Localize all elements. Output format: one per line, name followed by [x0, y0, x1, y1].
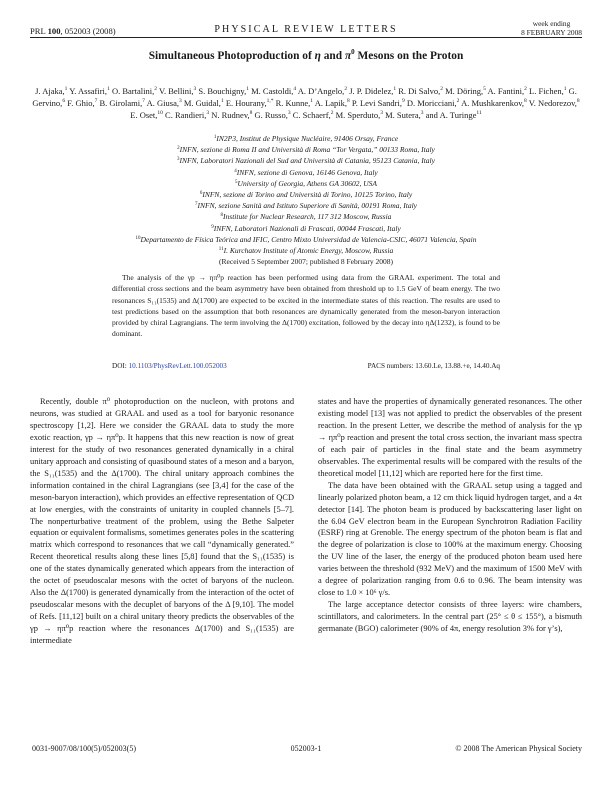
author: [315, 98, 350, 108]
author: [398, 86, 443, 96]
affiliation-marker: 3: [420, 110, 424, 117]
affiliation-text: INFN, Laboratori Nazionali del Sud and Università di Catania, 95123 Catania, Italy: [179, 156, 435, 166]
author: [251, 86, 296, 96]
author: [184, 98, 224, 108]
author: [349, 86, 396, 96]
author-name: J. P. Didelez,: [349, 86, 394, 96]
author: [445, 86, 486, 96]
title-part: and: [320, 49, 345, 62]
author: [298, 86, 347, 96]
author: [461, 98, 527, 108]
author-name: J. Ajaka,: [35, 86, 65, 96]
paragraph: The data have been obtained with the GRAAL setup using a tagged and linearly polarized photon beam, a 12 cm thick liquid hydrogen target, and a 4π detector [14]. The photon beam is produced by backscattering laser light on the 6.04 GeV electron beam in the European Synchrotron Radiation Facility (ESRF) ring at Grenoble. The energy spectrum of the photon beam is flat and the degree of polarization is close to 100% at the maximum energy. Choosing the UV line of the laser, the energy of the produced photon beam used here varies between the threshold (932 MeV) and the maximum of 1500 MeV with a degree of polarization ranging from 0.6 to 0.96. The beam intensity was close to 1.0 × 10⁶ γ/s.: [318, 480, 582, 598]
author-name: F. Ghio,: [67, 98, 95, 109]
received-dates: (Received 5 September 2007; published 8 February 2008): [219, 257, 393, 267]
affiliation: [30, 189, 582, 200]
affiliation-text: Departamento de Física Teórica and IFIC, Centro Mixto Universidad de Valencia-CSIC, 46071 Valencia, Spain: [140, 234, 477, 244]
author-name: Y. Assafiri,: [69, 86, 108, 96]
author: [99, 98, 144, 108]
author-name: M. Castoldi,: [251, 86, 294, 96]
affiliation-marker: 2: [456, 98, 460, 105]
affiliation-text: INFN, sezione Sanità and Istituto Superiore di Sanità, 00191 Roma, Italy: [197, 201, 417, 211]
affiliation-text: University of Georgia, Athens GA 30602, USA: [237, 178, 377, 188]
affiliation: [30, 155, 582, 166]
affiliation-list: [30, 133, 582, 267]
affiliation-text: I. Kurchatov Institute of Atomic Energy, Moscow, Russia: [223, 246, 394, 256]
affiliation-number: 8: [220, 213, 224, 219]
author-name: M. Sperduto,: [335, 110, 381, 121]
author-name: S. Bouchigny,: [198, 86, 247, 96]
author-name: B. Girolami,: [99, 98, 143, 109]
affiliation-number: 2: [177, 146, 180, 152]
author: [336, 110, 383, 120]
affiliation-number: 5: [235, 179, 238, 185]
author: [255, 110, 291, 120]
affiliation: [30, 223, 582, 234]
author-name: D. Moricciani,: [406, 98, 457, 109]
author: [426, 110, 482, 120]
affiliation-marker: 7: [94, 98, 98, 105]
abstract: The analysis of the γp → ηπ⁰p reaction has been performed using data from the GRAAL experiment. The total and differential cross sections and the beam asymmetry have been obtained from threshold up to 1.5 GeV of beam energy. The two resonances S₁₁(1535) and Δ(1700) are expected to be excited in the intermediate states of this reaction. The results are used to test predictions based on the assumption that both resonances are dynamically generated from the meson-baryon interaction provided by chiral Lagrangians. The term involving the Δ(1700) excitation, followed by the decay into ηΔ(1232), is found to be dominant.: [112, 273, 500, 339]
footer-copyright: © 2008 The American Physical Society: [455, 744, 582, 753]
author-name: C. Schaerf,: [292, 110, 331, 121]
affiliation-marker: 6: [62, 98, 66, 105]
header-rule: [30, 37, 582, 38]
author-name: C. Randieri,: [165, 110, 207, 121]
author: [226, 98, 274, 108]
footer-page-number: 052003-1: [290, 744, 322, 753]
author: [35, 86, 67, 96]
affiliation-text: INFN, sezione di Torino and Università di Torino, 10125 Torino, Italy: [202, 190, 413, 200]
author-name: R. Kunne,: [275, 98, 311, 109]
paragraph: Recently, double π⁰ photoproduction on the nucleon, with protons and neurons, was studied at GRAAL and used as a tool for baryonic resonance spectroscopy [1,2]. Here we consider the GRAAL data to study the more exotic reaction, γp → ηπ⁰p. It happens that this new reaction is now of great interest for the study of two resonances generated dynamically in a chiral unitary approach and consisting of quasibound states of a meson and a baryon, the S₁₁(1535) and the Δ(1700). The chiral unitary approach combines the information contained in the chiral Lagrangians (see [3,4] for the case of the meson-baryon interaction), which provides an effective representation of QCD at low energies, with the constraints of unitarity in coupled channels [5–7]. The nonperturbative treatment of the problem, using the Bethe Salpeter equation or equivalent formalisms, sometimes generates poles in the scattering matrix which correspond to resonances that we call “dynamically generated.” Recent theoretical results along these lines [5,8] found that the S₁₁(1535) is one of the states dynamically generated which appears from the interaction of the octet of pseudoscalar mesons with the octet of baryons of the nucleon. Also the Δ(1700) is generated dynamically from the interaction of the octet of pseudoscalar mesons with the decuplet of baryons of the Δ [9,10]. The model of Refs. [11,12] built on a chiral unitary theory predicts the observables of the γp → ηπ⁰p reaction where the resonances Δ(1700) and S₁₁(1535) are intermediate: [30, 397, 294, 646]
affiliation-marker: 2: [440, 86, 443, 92]
journal-abbrev: PRL: [30, 26, 48, 36]
affiliation-number: 1: [213, 135, 217, 140]
body-column-left: [30, 396, 294, 647]
pi-symbol: π: [344, 49, 352, 62]
author-name: G. Gervino,: [32, 86, 577, 109]
affiliation: [30, 133, 582, 144]
affiliation-marker: 3: [287, 110, 291, 117]
journal-name: PHYSICAL REVIEW LETTERS: [214, 24, 398, 35]
author: [159, 86, 196, 96]
pi-superscript: 0: [351, 48, 355, 56]
affiliation-marker: 1: [393, 86, 397, 92]
author: [352, 98, 405, 108]
affiliation-marker: 1: [246, 86, 249, 92]
author-name: A. Lapik,: [314, 98, 348, 109]
affiliation-number: 3: [177, 157, 180, 163]
affiliation: [30, 200, 582, 211]
affiliation-marker: 3: [206, 110, 210, 117]
week-ending-label: week ending: [532, 19, 571, 28]
affiliation-text: Institute for Nuclear Research, 117 312 Moscow, Russia: [223, 212, 392, 222]
author-name: A. D’Angelo,: [297, 86, 345, 96]
affiliation-marker: 11: [476, 110, 482, 117]
author-name: O. Bartalini,: [111, 86, 155, 96]
paragraph: states and have the properties of dynamically generated resonances. The other existing model [13] was not applied to predict the observables of the present reaction. In the present Letter, we describe the method of analysis for the γp → ηπ⁰p reaction and present the total cross section, the invariant mass spectra of each pair of particles in the final state and the beam asymmetry observables. The experimental results will be compared with the results of the theoretical model [11,12] which are reported here for the first time.: [318, 397, 582, 478]
affiliation: [30, 144, 582, 155]
affiliation-marker: 7: [142, 98, 145, 105]
affiliation: [30, 167, 582, 178]
pacs-numbers: PACS numbers: 13.60.Le, 13.88.+e, 14.40.Aq: [367, 362, 500, 370]
affiliation-marker: 8: [524, 98, 527, 105]
affiliation-number: 6: [199, 191, 203, 197]
volume-number: 100: [47, 26, 61, 36]
doi-pacs-line: [112, 362, 500, 370]
affiliation-marker: 8: [347, 98, 350, 105]
title-part: Simultaneous Photoproduction of: [148, 49, 315, 62]
affiliation: [30, 234, 582, 245]
footer-issn: 0031-9007/08/100(5)/052003(5): [32, 744, 136, 753]
author: [293, 110, 334, 120]
author: [67, 98, 97, 108]
author-name: A. Giusa,: [146, 98, 179, 109]
body-column-right: [318, 396, 582, 635]
affiliation-marker: 3: [178, 98, 182, 105]
author: [385, 110, 423, 120]
affiliation-text: IN2P3, Institut de Physique Nucléaire, 91406 Orsay, France: [216, 134, 399, 143]
affiliation: [30, 245, 582, 256]
affiliation-number: 11: [218, 247, 224, 253]
author: [198, 86, 249, 96]
author-list: [30, 85, 582, 122]
author-name: V. Bellini,: [158, 86, 194, 96]
author: [488, 86, 527, 96]
author: [165, 110, 209, 120]
affiliation-marker: 10: [157, 110, 163, 117]
author: [529, 98, 580, 108]
doi-link[interactable]: 10.1103/PhysRevLett.100.052003: [128, 362, 227, 370]
paragraph: The large acceptance detector consists of three layers: wire chambers, scintillators, and calorimeters. In the central part (25° ≤ θ ≤ 155°), a bismuth germanate (BGO) calorimeter (90% of 4π, energy resolution 3% for γ’s),: [318, 600, 582, 634]
author: [407, 98, 460, 108]
affiliation-number: 4: [234, 168, 237, 174]
title-part: Mesons on the Proton: [354, 49, 464, 62]
affiliation-text: INFN, Laboratori Nazionali di Frascati, 00044 Frascati, Italy: [213, 223, 401, 233]
author-name: and A. Turinge: [425, 110, 477, 121]
author-name: R. Di Salvo,: [398, 86, 441, 96]
affiliation-marker: 2: [344, 86, 348, 92]
author: [130, 110, 163, 120]
author-name: A. Fantini,: [487, 86, 525, 96]
author-name: E. Hourany,: [225, 98, 267, 109]
paper-title: [0, 48, 612, 62]
author: [69, 86, 110, 96]
affiliation-marker: 4: [293, 86, 297, 92]
author-name: A. Mushkarenkov,: [461, 98, 525, 109]
author: [112, 86, 157, 96]
author: [147, 98, 182, 108]
affiliation-marker: 8: [576, 98, 580, 105]
affiliation-text: INFN, sezione di Genova, 16146 Genova, Italy: [236, 167, 378, 177]
affiliation-marker: 3: [380, 110, 383, 117]
issue-date: [521, 20, 582, 37]
affiliation-marker: 1,*: [266, 98, 274, 105]
affiliations: [30, 133, 582, 256]
affiliation-marker: 8: [249, 110, 253, 117]
affiliation-marker: 5: [483, 86, 486, 92]
affiliation-marker: 1: [310, 98, 314, 105]
affiliation-marker: 1: [107, 86, 110, 92]
affiliation-marker: 1: [64, 86, 68, 92]
affiliation-marker: 2: [524, 86, 527, 92]
author-name: G. Russo,: [254, 110, 288, 121]
affiliation-marker: 1: [220, 98, 224, 105]
affiliation-marker: 3: [193, 86, 197, 92]
author-name: M. Guidal,: [183, 98, 221, 109]
affiliation: [30, 178, 582, 189]
affiliation: [30, 211, 582, 222]
article-number: , 052003 (2008): [60, 26, 116, 36]
affiliation-number: 7: [195, 202, 198, 208]
author: [529, 86, 566, 96]
eta-symbol: η: [314, 49, 321, 62]
doi-label: DOI:: [112, 362, 129, 370]
author-name: M. Döring,: [445, 86, 484, 96]
affiliation-text: INFN, sezione di Roma II and Università di Roma “Tor Vergata,” 00133 Roma, Italy: [179, 145, 435, 155]
affiliation-marker: 2: [154, 86, 157, 92]
author-name: M. Sutera,: [385, 110, 421, 121]
author-name: P. Levi Sandri,: [351, 98, 402, 109]
affiliation-marker: 2: [330, 110, 334, 117]
affiliation-number: 10: [135, 235, 141, 241]
affiliation-marker: 9: [401, 98, 405, 105]
author-name: E. Oset,: [130, 110, 158, 121]
week-ending-date: 8 FEBRUARY 2008: [521, 27, 582, 37]
author-name: V. Nedorezov,: [528, 98, 577, 109]
author-name: L. Fichen,: [529, 86, 564, 96]
affiliation-number: 9: [211, 224, 214, 230]
author-name: N. Rudnev,: [211, 110, 250, 121]
author: [211, 110, 252, 120]
affiliation-marker: 1: [563, 86, 567, 92]
author: [276, 98, 313, 108]
